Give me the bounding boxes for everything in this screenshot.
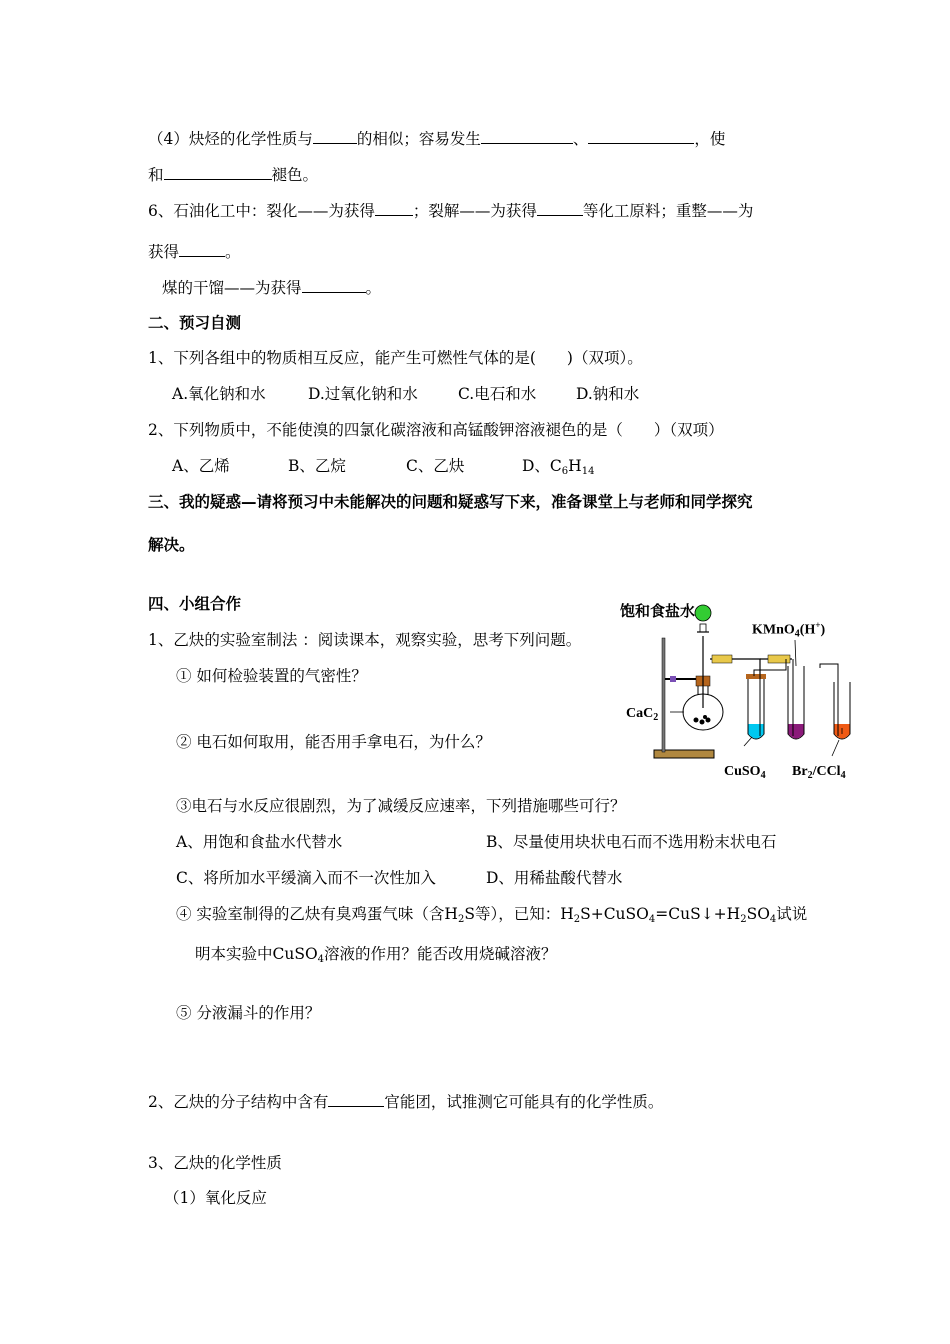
section-heading: 二、预习自测 xyxy=(148,314,242,332)
sub-question: （1）氧化反应 xyxy=(164,1189,267,1207)
question: 2、乙炔的分子结构中含有 官能团，试推测它可能具有的化学性质。 xyxy=(148,1093,664,1111)
question: 3、乙炔的化学性质 xyxy=(148,1154,282,1172)
option[interactable]: B、尽量使用块状电石而不选用粉末状电石 xyxy=(486,833,777,851)
sub-question-cont: 明本实验中CuSO$_4$溶液的作用？能否改用烧碱溶液？ xyxy=(195,945,557,965)
sub-question: ⑤ 分液漏斗的作用？ xyxy=(176,1004,321,1022)
cac2-label: CaC$_2$ xyxy=(626,706,659,723)
apparatus-diagram xyxy=(610,596,865,792)
option[interactable]: C、将所加水平缓滴入而不一次性加入 xyxy=(176,869,436,887)
option[interactable]: C、乙炔 xyxy=(406,457,465,475)
section-heading-cont: 解决。 xyxy=(148,536,195,554)
blank[interactable] xyxy=(481,128,573,144)
q4-line2: 和 褪色。 xyxy=(148,166,319,184)
kmno4-label: KMnO$_4$(H+) xyxy=(752,620,826,640)
section-heading: 四、小组合作 xyxy=(148,595,242,613)
blank[interactable] xyxy=(179,241,225,257)
option[interactable]: D.钠和水 xyxy=(576,385,640,403)
option[interactable]: D.过氧化钠和水 xyxy=(308,385,418,403)
option[interactable]: A、用饱和食盐水代替水 xyxy=(176,833,343,851)
sub-question: ④ 实验室制得的乙炔有臭鸡蛋气味（含$H_2S$等），已知：$H_2S+CuSO_4=CuS↓+H_2SO_4$试说 xyxy=(176,905,808,925)
blank[interactable] xyxy=(302,277,366,293)
blank[interactable] xyxy=(375,200,413,216)
stand-rod xyxy=(662,638,665,752)
sub-question: ② 电石如何取用，能否用手拿电石，为什么？ xyxy=(176,733,491,751)
blank[interactable] xyxy=(328,1091,384,1107)
options-row xyxy=(172,456,594,482)
clamp-knob xyxy=(670,676,676,682)
q6-line1: 6、石油化工中：裂化——为获得 ；裂解——为获得 等化工原料；重整——为 xyxy=(148,202,754,220)
option[interactable]: B、乙烷 xyxy=(288,457,346,475)
blank[interactable] xyxy=(537,200,583,216)
question: 1、下列各组中的物质相互反应，能产生可燃性气体的是( )（双项）。 xyxy=(148,349,643,367)
section-heading: 三、我的疑惑—请将预习中未能解决的问题和疑惑写下来，准备课堂上与老师和同学探究 xyxy=(148,493,753,511)
question: 2、下列物质中，不能使溴的四氯化碳溶液和高锰酸钾溶液褪色的是（ ）（双项） xyxy=(148,421,724,439)
options-row xyxy=(172,384,639,404)
sub-question: ① 如何检验装置的气密性？ xyxy=(176,667,367,685)
apparatus-figure xyxy=(610,596,865,792)
blank[interactable] xyxy=(588,128,694,144)
blank[interactable] xyxy=(313,128,357,144)
option[interactable]: D、$C_6H_{14}$ xyxy=(522,457,595,477)
br2-label: $Br_2/CCl_4$ xyxy=(792,764,846,781)
option[interactable]: C.电石和水 xyxy=(458,385,537,403)
separatory-funnel xyxy=(695,605,711,621)
option[interactable]: D、用稀盐酸代替水 xyxy=(486,869,623,887)
option[interactable]: A.氧化钠和水 xyxy=(172,385,266,403)
question: 1、乙炔的实验室制法 ：阅读课本，观察实验，思考下列问题。 xyxy=(148,631,582,649)
cuso4-label: CuSO$_4$ xyxy=(724,764,766,781)
sub-question: ③电石与水反应很剧烈，为了减缓反应速率，下列措施哪些可行？ xyxy=(176,797,626,815)
q6-line3: 煤的干馏——为获得 。 xyxy=(162,279,382,297)
funnel-label: 饱和食盐水 xyxy=(620,602,696,620)
blank[interactable] xyxy=(164,164,272,180)
q6-line2: 获得 。 xyxy=(148,243,241,261)
q4-line1: （4）炔烃的化学性质与 的相似；容易发生 、 ，使 xyxy=(148,130,726,148)
option[interactable]: A、乙烯 xyxy=(172,457,230,475)
